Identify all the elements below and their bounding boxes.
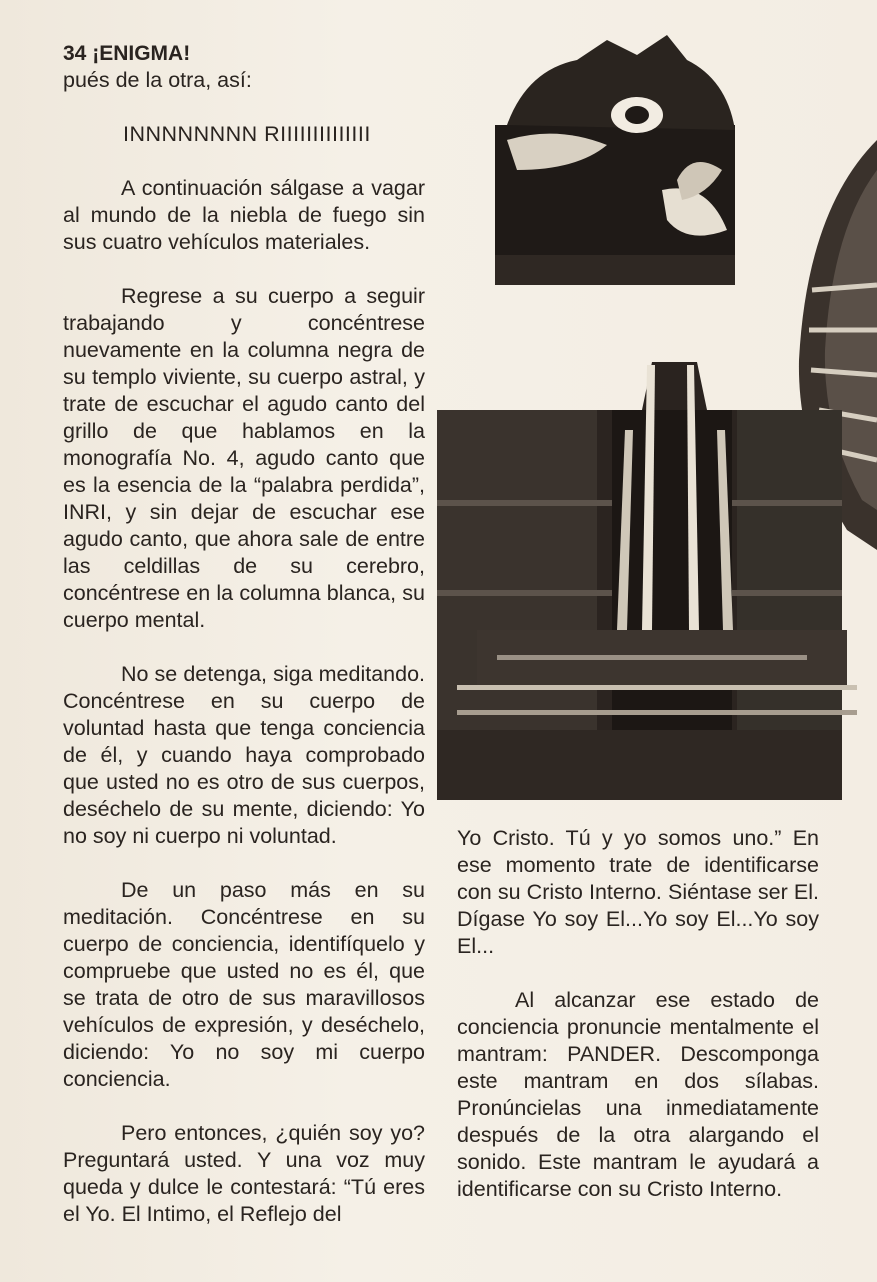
chapter-title: ¡ENIGMA! (92, 42, 191, 65)
pyramid-serpent-illustration (437, 30, 877, 800)
paragraph: Regrese a su cuerpo a seguir trabajando y concéntrese nuevamente en la columna negra de su templo viviente, su cuerpo astral, y trate de escuchar el agudo canto del grillo de que hablamos en la monografía No. 4, agudo canto que es la esencia de la “palabra perdida”, INRI, y sin dejar de escuchar ese agudo canto, que ahora sale de entre las celdillas de su cerebro, concéntrese en la columna blanca, su cuerpo mental. (63, 284, 425, 632)
mantra-line: INNNNNNNN RIIIIIIIIIIIIII (123, 122, 371, 146)
right-column (457, 825, 819, 1230)
paragraph: De un paso más en su meditación. Concéntrese en su cuerpo de conciencia, identifíquelo y compruebe que usted no es él, que se trata de otro de sus maravillosos vehículos de expresión, y deséchelo, diciendo: Yo no soy mi cuerpo conciencia. (63, 878, 425, 1091)
paragraph: Pero entonces, ¿quién soy yo? Preguntará usted. Y una voz muy queda y dulce le contestará: “Tú eres el Yo. El Intimo, el Reflejo del (63, 1121, 425, 1226)
pyramid (437, 362, 857, 800)
paragraph: No se detenga, siga meditando. Concéntrese en su cuerpo de voluntad hasta que tenga conciencia de él, y cuando haya comprobado que usted no es otro de sus cuerpos, deséchelo de su mente, diciendo: Yo no soy ni cuerpo ni voluntad. (63, 662, 425, 848)
page-number: 34 (63, 42, 87, 65)
paragraph: A continuación sálgase a vagar al mundo de la niebla de fuego sin sus cuatro vehículos materiales. (63, 176, 425, 254)
page-heading (63, 40, 425, 67)
pyramid-serpent-icon (437, 30, 877, 800)
left-column (63, 40, 425, 1255)
opening-line: pués de la otra, así: (63, 68, 252, 92)
serpent-head-carving (495, 35, 735, 285)
paragraph: Yo Cristo. Tú y yo somos uno.” En ese momento trate de identificarse con su Cristo Interno. Siéntase ser El. Dígase Yo soy El...Yo soy El...Yo soy El... (457, 826, 819, 958)
paragraph: Al alcanzar ese estado de conciencia pronuncie mentalmente el mantram: PANDER. Descomponga este mantram en dos sílabas. Pronúncielas una inmediatamente después de la otra alargando el sonido. Este mantram le ayudará a identificarse con su Cristo Interno. (457, 988, 819, 1201)
